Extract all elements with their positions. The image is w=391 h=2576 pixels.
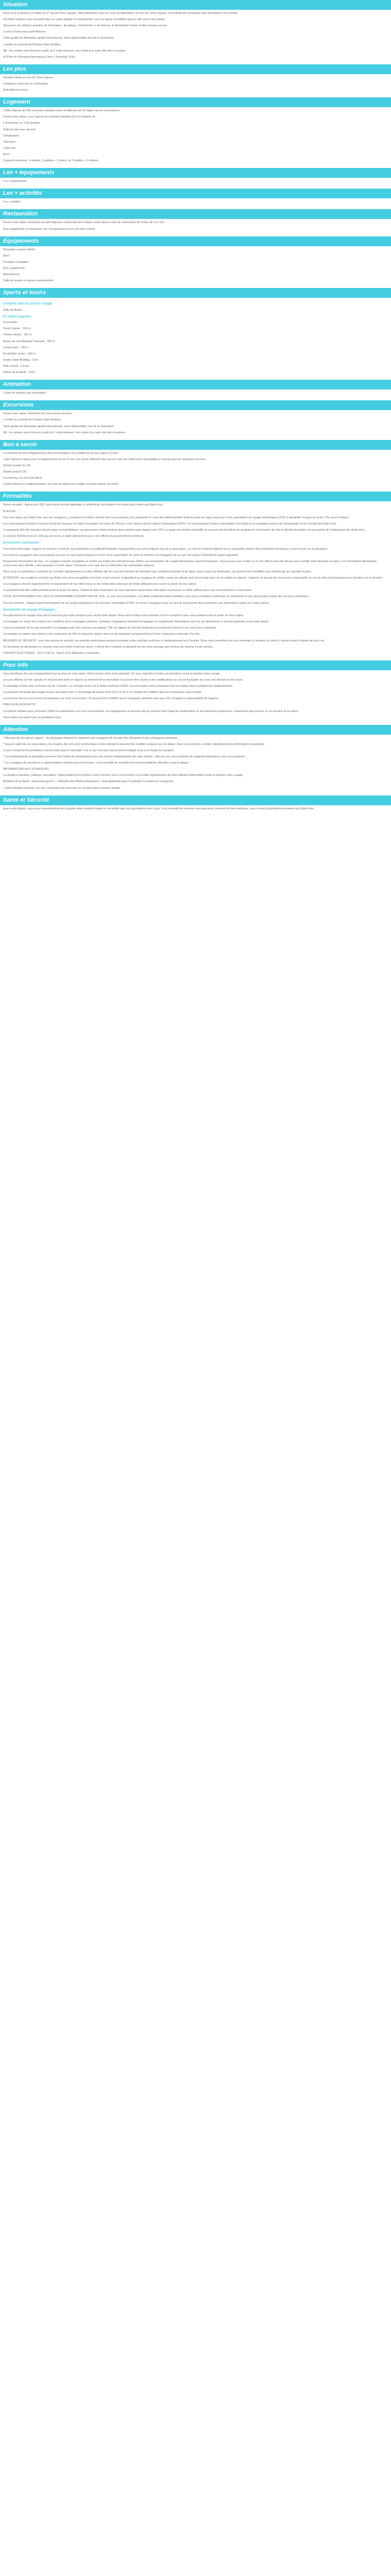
logement-item: Télévision bbox=[3, 140, 16, 144]
logement-item: 1 lit king size ou 2 lits doubles bbox=[3, 122, 40, 125]
pour-info-text-7: Votre séjour est assuré par un prestataire local. bbox=[3, 716, 61, 719]
situation-text-2: Cet hôtel moderne vous accueille dans un cadre élégant et contemporain, pour un séjour inoubliable dans la ville qui ne dort jamais. bbox=[3, 18, 166, 22]
formalites-text-17: Il est recommandé de ne pas verrouiller vos bagages avec des cadenas non agréés TSA, les agents de sécurité américains pouvant être amenés à les ouvrir pour inspection. bbox=[3, 626, 217, 630]
section-excursions bbox=[0, 410, 391, 439]
formalites-text-14: Pour les mineurs : chaque enfant doit disposer de son propre passeport et de sa propre autorisation ESTA. Un mineur voyageant avec un seul de ses parents devra présenter une autorisation signée par l'autre parent. bbox=[3, 601, 270, 605]
plus-item: Petit-déjeuner inclus bbox=[3, 89, 28, 92]
section-sports bbox=[0, 298, 391, 380]
formalites-text-18: Les liquides en cabine sont limités à des contenants de 100 ml maximum, placés dans un sac plastique transparent fermé d'une contenance maximale d'un litre. bbox=[3, 633, 201, 636]
sports-option-heading: En option payante bbox=[3, 314, 31, 318]
sports-item: Times Square : 100 m bbox=[3, 327, 30, 331]
attention-info-heading: INFORMATIONS AUX VOYAGEURS bbox=[3, 768, 49, 771]
formalites-text-19: MESURES DE SÉCURITÉ : pour des raisons de sécurité, les autorités américaines peuvent procéder à des contrôles renforcés à l'embarquement et à l'arrivée. Nous vous conseillons de vous présenter à l'aéroport au moins 3 heures avant le départ de votre vol. bbox=[3, 639, 325, 642]
formalites-text-20: Un formulaire de déclaration en douane vous sera remis à bord de l'avion. Il devra être complété et présenté lors de votre passage aux services de douane à votre arrivée. bbox=[3, 645, 214, 649]
section-logement bbox=[0, 107, 391, 168]
pour-info-text-5: Les horaires de vol vous seront communiqués sur votre convocation. Ils peuvent être modifiés par la compagnie aérienne sans que cela n'engage la responsabilité de l'agence. bbox=[3, 697, 219, 701]
pour-info-text-3: Le décalage horaire avec la France est de -6 heures. La monnaie locale est le dollar américain (USD). Les principales cartes bancaires sont acceptées dans la plupart des établissements. bbox=[3, 685, 233, 688]
pour-info-precision-heading: PRÉCISION DESCRIPTIF bbox=[3, 703, 36, 707]
pour-info-text-6: Les photos utilisées pour présenter l'hôtel et la destination sont non contractuelles. Les équipements et services décrits peuvent faire l'objet de modifications ou de fermetures temporaires, notamment pour travaux ou en fonction de la saison. bbox=[3, 709, 299, 713]
situation-airport: À 28 km de l'Aéroport International John F. Kennedy (JFK). bbox=[3, 55, 76, 59]
section-title-logement: Logement bbox=[0, 97, 391, 107]
bon-a-savoir-item: Les animaux ne sont pas admis bbox=[3, 477, 42, 480]
section-title-equipements-hotel: Équipements bbox=[0, 236, 391, 246]
section-equipements bbox=[0, 178, 391, 189]
situation-bullet: 3 nuits à l'hôtel avec petit-déjeuner bbox=[3, 30, 46, 34]
section-title-sports: Sports et loisirs bbox=[0, 288, 391, 298]
logement-item: Salle de bain avec douche bbox=[3, 128, 36, 131]
equipement-item: Consigne à bagages bbox=[3, 260, 29, 264]
situation-bullet: 1 entrée au sommet de l'Empire State Building bbox=[3, 43, 60, 46]
situation-bullet: Visite guidée de Manhattan (guide francophone), selon disponibilités lors de la réservation bbox=[3, 37, 114, 40]
equipement-item: Réception ouverte 24h/24 bbox=[3, 248, 35, 251]
bon-a-savoir-item: Arrivée à partir de 15h bbox=[3, 464, 31, 468]
animation-text: L'hôtel ne propose pas d'animation. bbox=[3, 392, 47, 395]
section-sante bbox=[0, 805, 391, 816]
attention-text-3: Le prix comprend les prestations mentionnées dans le descriptif. Tout ce qui n'est pas expressément indiqué reste à la charge du voyageur. bbox=[3, 749, 175, 752]
formalites-text-16: Les bagages en soute sont soumis aux conditions de la compagnie aérienne. Certaines compagnies facturent les bagages en supplément. Renseignez-vous sur les dimensions et le poids autorisés avant votre départ. bbox=[3, 620, 270, 624]
formalites-notice: À NOTER bbox=[3, 510, 15, 513]
page bbox=[0, 0, 391, 816]
activites-text: Les + activités bbox=[3, 200, 21, 204]
section-attention bbox=[0, 735, 391, 795]
pour-info-text-4: Le pourboire fait partie des usages locaux aux États-Unis. Il est d'usage de laisser entre 15 % et 20 % du montant de l'addition dans les restaurants, bars et taxis. bbox=[3, 691, 202, 694]
section-activites bbox=[0, 198, 391, 209]
section-title-pour-info: Pour info bbox=[0, 660, 391, 670]
section-title-situation: Situation bbox=[0, 0, 391, 10]
restauration-text-1: Durant votre séjour, bénéficiez du petit-déjeuner continental servi chaque matin dans la salle de restauration de l'hôtel, de 7h à 11h. bbox=[3, 221, 165, 225]
equipement-item: Blanchisserie bbox=[3, 273, 20, 277]
formalites-contact: CONTACT ÉLECTRIQUE : 110 V à 60 Hz. Type A et B. Adaptateur nécessaire. bbox=[3, 651, 101, 655]
attention-links: Ministère de la Santé : www.sante.gouv.fr — Ministère des Affaires Étrangères : www.diplomatie.gouv.fr (rubrique Conseils aux voyageurs). bbox=[3, 780, 174, 784]
bon-a-savoir-text-1: Les enfants doivent obligatoirement être accompagnés d'un adulte lors de leur séjour à l'hôtel. bbox=[3, 451, 119, 455]
formalites-documents-heading: Documents à présenter bbox=[3, 541, 39, 545]
formalites-text-8: Programme d'exemption de visa : un voyageur français souhaitant se rendre aux États-Unis doit désormais obtenir une autorisation de voyage électronique avant d'embarquer. Vous pouvez vous rendre sur le site officiel esta.cbp.dhs.gov pour remplir votre demande en ligne. Les informations demandées concernent votre identité, votre passeport et votre séjour. Conservez une copie de la confirmation de l'autorisation obtenue. bbox=[3, 560, 377, 567]
formalites-text-13: POUR LES PERSONNES EXCLUES DU PROGRAMME D'EXEMPTION DE VISA : un visa sera nécessaire. Les délais d'obtention étant variables, nous vous conseillons d'effectuer les démarches le plus tôt possible auprès des services consulaires. bbox=[3, 595, 309, 599]
sante-text: Avant votre départ, nous vous recommandons de consulter votre médecin traitant et de vérifier que vos vaccinations sont à jour. Il est conseillé de souscrire une assurance couvrant les frais médicaux, ceux-ci étant particulièrement élevés aux États-Unis. bbox=[3, 807, 315, 810]
pour-info-text-1: Vous bénéficiez d'un accompagnement tout au long de votre séjour. Notre service client reste joignable 7j/7 pour répondre à toutes vos questions avant et pendant votre voyage. bbox=[3, 672, 221, 675]
formalites-text-10: ATTENTION : les conditions d'entrée aux États-Unis sont susceptibles d'évoluer à tout moment. Il appartient au voyageur de vérifier, avant son départ, qu'il est en règle avec les formalités en vigueur. L'agence ne saurait être tenue pour responsable en cas de refus d'embarquement ou d'entrée sur le territoire. bbox=[3, 577, 383, 580]
sports-included-heading: Compris dans le prix du voyage bbox=[3, 302, 53, 306]
sports-item: Statue de la liberté : 9 km bbox=[3, 371, 35, 375]
formalites-text-7: Les mineurs voyageant sans leurs parents ou avec un seul parent doivent se munir d'une autorisation de sortie du territoire accompagnée de la copie de la pièce d'identité du parent signataire. bbox=[3, 553, 239, 557]
formalites-text-9: Nous vous recommandons vivement de consulter régulièrement les sites officiels afin de vous tenir informé de l'évolution des conditions d'entrée et de séjour dans le pays de destination, qui peuvent être modifiées sans préavis par les autorités locales. bbox=[3, 570, 312, 573]
logement-item: Coffre-fort bbox=[3, 146, 16, 150]
section-title-formalites: Formalités bbox=[0, 492, 391, 501]
excursions-text-1: Durant votre séjour, bénéficiez de 2 excursions incluses : bbox=[3, 412, 74, 416]
section-title-attention: Attention bbox=[0, 725, 391, 735]
formalites-bagages-heading: Documents de voyage et bagages bbox=[3, 607, 56, 612]
section-plus bbox=[0, 74, 391, 97]
formalites-text-3: Les ressortissants français n'ont pas besoin de visa pour un séjour touristique de moins de 90 jours, sous réserve d'avoir obtenu l'autorisation ESTA. Les ressortissants d'autres nationalités sont invités à se renseigner auprès de l'ambassade ou du consulat des États-Unis. bbox=[3, 522, 337, 526]
section-restauration bbox=[0, 219, 391, 236]
formalites-text-5: Le coût de l'ESTA est de 21 USD par personne, à régler directement sur le site officiel du gouvernement américain. bbox=[3, 535, 145, 538]
situation-note: NB : les entrées sont incluses à partir de 2 nuits minimum, hors visite d'un autre site selon la saison. bbox=[3, 49, 126, 53]
section-equipements-hotel bbox=[0, 246, 391, 289]
sports-item: Empire State Building : 2 km bbox=[3, 358, 39, 362]
section-situation bbox=[0, 10, 391, 64]
equipement-item: Salle de réunion et espace événementiel bbox=[3, 279, 54, 283]
situation-text-1: Nous vous proposons un séjour au 4* Secret Times Square, hôtel idéalement situé au cœur de Manhattan, au bord de Times Square, à proximité des principaux sites touristiques new-yorkais. bbox=[3, 12, 238, 15]
attention-text-1: * Mesures de sécurité en vigueur : les passagers doivent se conformer aux consignes de sécurité des aéroports et des compagnies aériennes. bbox=[3, 736, 179, 740]
section-title-activites: Les + activités bbox=[0, 189, 391, 198]
bon-a-savoir-item: Départ jusqu'à 12h bbox=[3, 470, 27, 474]
formalites-text-2: Pour tout séjour aux États-Unis, tous les voyageurs, y compris les enfants, doivent être en possession d'un passeport en cours de validité pendant toute la durée du séjour ainsi que d'une autorisation de voyage électronique ESTA, à demander en ligne au moins 72h avant le départ. bbox=[3, 516, 350, 519]
bon-a-savoir-text-2: L'âge minimum requis pour l'enregistrement est de 21 ans. Une pièce d'identité ainsi qu'une carte de crédit seront demandées à l'arrivée pour les dépenses annexes. bbox=[3, 457, 207, 461]
section-title-bon-a-savoir: Bon à savoir bbox=[0, 440, 391, 450]
formalites-text-11: Les voyageurs doivent également être en possession de leur billet retour ou de continuation ainsi que de fonds suffisants pour couvrir la durée de leur séjour. bbox=[3, 583, 197, 586]
section-formalites bbox=[0, 501, 391, 660]
excursions-note: NB : les entrées sont incluses à partir de 2 nuits minimum, hors visite d'un autre site selon la saison. bbox=[3, 431, 126, 434]
formalites-text-4: Le passeport doit être sécurisé (électronique ou biométrique). Les personnes s'étant rendues dans certains pays depuis mars 2011 ou ayant une double nationalité ne peuvent pas bénéficier du programme d'exemption de visa et doivent demander un visa auprès de l'ambassade des États-Unis. bbox=[3, 528, 365, 532]
excursion-item: Visite guidée de Manhattan (guide francophone), selon disponibilités lors de la réservation bbox=[3, 425, 114, 428]
logement-capacity: Capacité maximum : 4 adultes, 3 adultes + 1 enfant, ou 2 adultes + 2 enfants. bbox=[3, 159, 99, 163]
sports-item: Rockefeller center : 600 m bbox=[3, 352, 36, 355]
sports-proximity: À proximité : bbox=[3, 321, 19, 325]
plus-item: Situation idéale proche de Times Square bbox=[3, 76, 54, 79]
bon-a-savoir-text-3: Conformément à la réglementation, une taxe de séjour est à régler sur place auprès de l'hôtel. bbox=[3, 483, 119, 486]
formalites-text-12: Le passeport doit être valide pendant toute la durée du séjour. Vérifiez la date d'expiration de votre passeport avant toute réservation et prévoyez un délai suffisant pour son renouvellement si nécessaire. bbox=[3, 589, 253, 592]
section-title-excursions: Excursions bbox=[0, 400, 391, 410]
logement-item: Wi-Fi bbox=[3, 152, 10, 156]
restauration-text-2: Avec supplément, le restaurant / bar est également ouvert de midi à minuit. bbox=[3, 227, 96, 231]
pour-info-text-2: Les prix affichés ont été calculés en fonction des tarifs en vigueur au moment de la réservation et peuvent être soumis à des modifications en cas de fluctuation du cours des devises ou des taxes. bbox=[3, 678, 243, 682]
sports-item: Salle de fitness bbox=[3, 308, 22, 312]
attention-text-2: * Dans le cadre de vos réservations, les horaires des vols sont communiqués à titre indicatif et peuvent être modifiés jusqu'au jour du départ. Nous vous invitons à vérifier régulièrement les informations transmises. bbox=[3, 742, 265, 746]
attention-text-4: * Les hébergements et prestations peuvent faire l'objet de changements pour des raisons indépendantes de notre volonté ; dans ce cas, une prestation de catégorie équivalente vous sera proposée. bbox=[3, 755, 246, 759]
section-title-equipements: Les + équipements bbox=[0, 168, 391, 178]
section-pour-info bbox=[0, 670, 391, 725]
logement-text-2: Durant votre séjour, vous logerez en chambre standard (25 m²) équipée de : bbox=[3, 115, 97, 119]
attention-text-5: * Les consignes de sécurité et la réglementation sanitaire peuvent évoluer ; il est conseillé de consulter les recommandations officielles avant le départ. bbox=[3, 761, 189, 765]
formalites-text-6: Pour toute réservation, l'agence se réserve le droit de vous demander un justificatif d'identité correspondant aux noms indiqués lors de la réservation. Le nom et le prénom figurant sur la réservation doivent être strictement identiques à ceux inscrits sur le passeport. bbox=[3, 547, 328, 551]
equipement-supplement: Avec supplément : bbox=[3, 266, 26, 270]
section-animation bbox=[0, 389, 391, 400]
section-title-animation: Animation bbox=[0, 380, 391, 389]
sports-item: Central park : 700 m bbox=[3, 346, 28, 349]
section-title-restauration: Restauration bbox=[0, 209, 391, 219]
attention-text-9: * Sauf indication contraire, les prix s'entendent par personne sur la base d'une chambre double. bbox=[3, 786, 121, 790]
logement-item: Climatisation bbox=[3, 134, 19, 138]
formalites-text-15: Vos documents de voyage vous seront transmis par email quelques jours avant votre départ. Nous vous invitons à les imprimer et à les conserver avec vous pendant toute la durée de votre séjour. bbox=[3, 614, 244, 618]
section-bon-a-savoir bbox=[0, 450, 391, 492]
situation-text-3: Découvrez les célèbres quartiers de Manhattan : Broadway, Central Park, la 5e Avenue, le Rockefeller Center et bien d'autres encore. bbox=[3, 24, 168, 28]
equipement-item: Wi-Fi bbox=[3, 254, 10, 258]
sports-item: Theatre district : 150 m bbox=[3, 333, 32, 337]
formalites-text-1: Bonne nouvelle : depuis juin 2022, plus aucun test de dépistage ni certificat de vaccination n'est requis pour entrer aux États-Unis. bbox=[3, 503, 164, 507]
equipements-text: Les + équipements bbox=[3, 180, 27, 183]
excursion-item: 1 entrée au sommet de l'Empire State Building bbox=[3, 418, 60, 422]
sports-item: Fifth avenue : 1,5 km bbox=[3, 365, 29, 368]
section-title-plus: Les plus bbox=[0, 64, 391, 74]
plus-item: Chambres modernes et confortables bbox=[3, 82, 48, 86]
section-title-sante: Santé et Sécurité bbox=[0, 795, 391, 805]
logement-text-1: L'hôtel dispose de 480 chambres réparties dans un bâtiment de 22 étages (accès ascenseurs). bbox=[3, 109, 120, 113]
attention-text-7: La situation (sanitaire, politique, sécuritaire, réglementaire) peut évoluer à tout moment. Nous vous invitons à consulter régulièrement les sites officiels d'information avant et pendant votre voyage. bbox=[3, 774, 243, 777]
sports-item: Musée de cire Madame Tussauds : 400 m bbox=[3, 340, 55, 343]
